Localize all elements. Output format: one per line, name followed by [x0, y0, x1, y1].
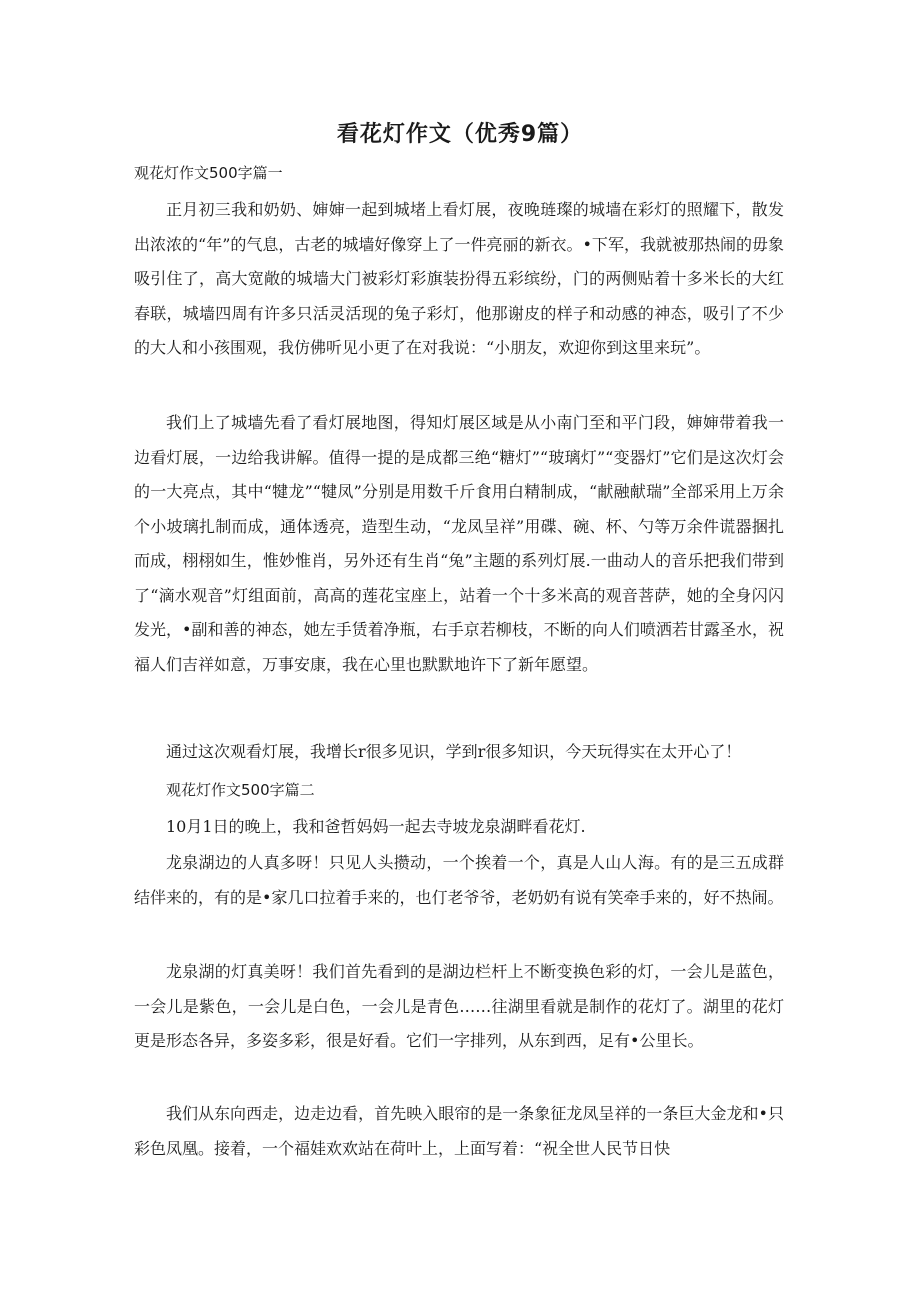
paragraph: 我们上了城墙先看了看灯展地图，得知灯展区域是从小南门至和平门段，婶婶带着我一边看灯展，一边给我讲解。值得一提的是成都三绝“糖灯”“玻璃灯”“变器灯”它们是这次灯会的一大亮点，其中“犍龙”“犍凤”分别是用数千斤食用白精制成，“献融献瑞”全部采用上万余个小坡璃扎制而成，通体透亮，造型生动，“龙凤呈祥”用碟、碗、杯、勺等万余件谎器捆扎而成，栩栩如生，惟妙惟肖，另外还有生肖“兔”主题的系列灯展.一曲动人的音乐把我们带到了“滴水观音”灯组面前，高高的莲花宝座上，站着一个十多米高的观音菩萨，她的全身闪闪发光，•副和善的神态，她左手赁着净瓶，右手京若柳枝，不断的向人们喷洒若甘露圣水，祝福人们吉祥如意，万事安康，我在心里也默默地许下了新年愿望。	[134, 413, 784, 674]
paragraph: 我们从东向西走，边走边看，首先映入眼帘的是一条象征龙凤呈祥的一条巨大金龙和•只彩色凤凰。接着，一个福娃欢欢站在荷叶上，上面写着：“祝全世人民节日快	[134, 1104, 784, 1158]
paragraph: 龙泉湖边的人真多呀！只见人头攒动，一个挨着一个，真是人山人海。有的是三五成群结伴来的，有的是•家几口拉着手来的，也仃老爷爷，老奶奶有说有笑牵手来的，好不热闹。	[134, 853, 784, 907]
section-heading-2: 观花灯作文500字篇二	[166, 781, 315, 799]
document-title: 看花灯作文（优秀9篇）	[336, 122, 584, 147]
paragraph: 10月1日的晚上，我和爸哲妈妈一起去寺坡龙泉湖畔看花灯.	[166, 817, 586, 836]
paragraph: 龙泉湖的灯真美呀！我们首先看到的是湖边栏杆上不断变换色彩的灯，一会儿是蓝色，一会儿是紫色，一会儿是白色，一会儿是青色……往湖里看就是制作的花灯了。湖里的花灯更是形态各异，多姿多彩，很是好看。它们一字排列，从东到西，足有•公里长。	[134, 962, 784, 1050]
paragraph: 通过这次观看灯展，我增长r很多见识，学到r很多知识，今天玩得实在太开心了！	[166, 742, 742, 761]
paragraph: 正月初三我和奶奶、婶婶一起到城堵上看灯展，夜晚琏璨的城墙在彩灯的照耀下，散发出浓浓的“年”的气息，古老的城墙好像穿上了一件亮丽的新衣。•下军，我就被那热闹的毋象吸引住了，高大宽敞的城墙大门被彩灯彩旗装扮得五彩缤纷，门的两侧贴着十多米长的大红春联，城墙四周有许多只活灵活现的兔子彩灯，他那谢皮的样子和动感的神态，吸引了不少的大人和小孩围观，我仿佛听见小更了在对我说：“小朋友，欢迎你到这里来玩”。	[134, 200, 784, 357]
section-heading-1: 观花灯作文500字篇一	[134, 164, 283, 182]
